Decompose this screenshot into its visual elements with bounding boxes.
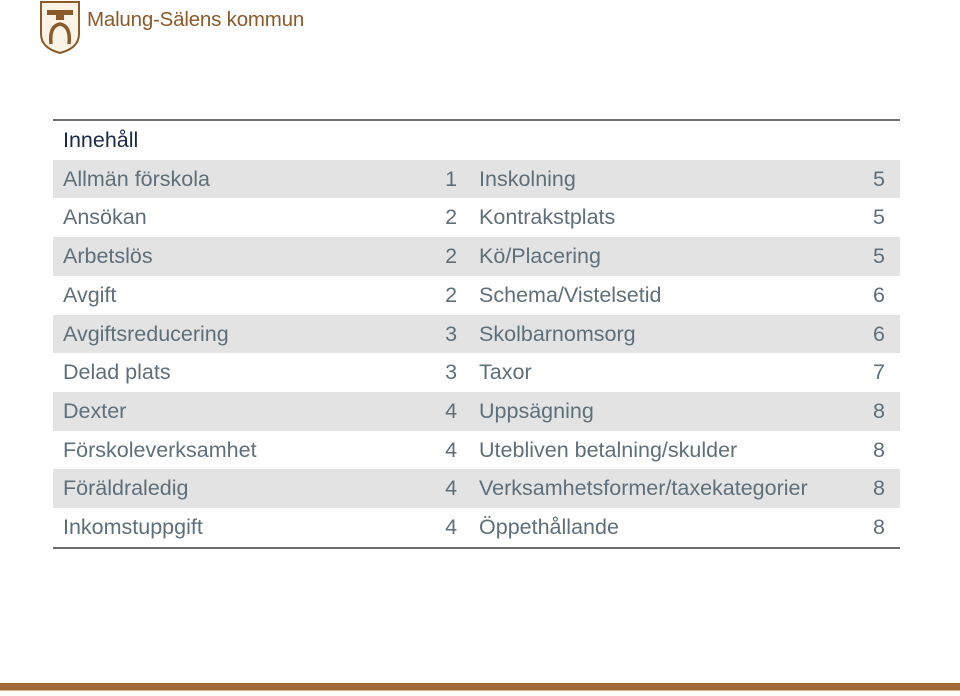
toc-entry-page: 5	[873, 237, 900, 276]
toc-row	[53, 431, 900, 470]
toc-row	[53, 198, 900, 237]
toc-entry-label: Föräldraledig	[53, 469, 416, 508]
toc-title: Innehåll	[53, 120, 900, 160]
toc-entry-page: 8	[873, 392, 900, 431]
toc-header-row	[53, 120, 900, 160]
toc-row	[53, 237, 900, 276]
toc-entry-page: 8	[873, 437, 885, 462]
municipality-name: Malung-Sälens kommun	[87, 8, 305, 31]
municipality-logo	[38, 0, 305, 56]
toc-entry-label: Allmän förskola	[53, 160, 416, 199]
toc-entry-label: Schema/Vistelsetid	[479, 282, 662, 307]
toc-row	[53, 276, 900, 315]
toc-entry-page: 6	[873, 282, 885, 307]
toc-entry-label: Dexter	[53, 392, 416, 431]
toc-entry-page: 4	[416, 469, 472, 508]
toc-entry-label: Skolbarnomsorg	[471, 315, 873, 354]
toc-entry-label: Taxor	[479, 360, 532, 385]
toc-entry-label: Arbetslös	[53, 237, 416, 276]
toc-entry-page: 2	[416, 237, 472, 276]
toc-entry-page: 2	[445, 282, 458, 307]
toc-entry-page: 6	[873, 315, 900, 354]
toc-entry-page: 3	[416, 315, 472, 354]
toc-entry-page: 5	[873, 205, 885, 230]
table-of-contents	[53, 119, 900, 549]
toc-entry-page: 4	[416, 392, 472, 431]
toc-row	[53, 392, 900, 431]
toc-entry-page: 2	[445, 205, 458, 230]
toc-entry-label: Inskolning	[471, 160, 873, 199]
toc-row	[53, 315, 900, 354]
footer-band	[0, 683, 960, 690]
toc-entry-label: Kö/Placering	[471, 237, 873, 276]
toc-row	[53, 353, 900, 392]
coat-of-arms-icon	[38, 0, 82, 54]
toc-entry-page: 1	[416, 160, 472, 199]
toc-entry-label: Ansökan	[63, 205, 147, 230]
toc-entry-page: 5	[873, 160, 900, 199]
toc-entry-page: 8	[873, 508, 900, 548]
toc-entry-label: Avgiftsreducering	[53, 315, 416, 354]
toc-entry-page: 4	[416, 508, 472, 548]
toc-entry-page: 4	[445, 437, 458, 462]
toc-entry-label: Öppethållande	[471, 508, 873, 548]
toc-entry-label: Avgift	[63, 282, 117, 307]
toc-entry-page: 8	[873, 469, 900, 508]
toc-row	[53, 469, 900, 508]
toc-entry-label: Uppsägning	[471, 392, 873, 431]
toc-row	[53, 160, 900, 199]
toc-entry-label: Förskoleverksamhet	[63, 437, 257, 462]
toc-entry-page: 3	[445, 360, 458, 385]
toc-entry-label: Kontrakstplats	[479, 205, 616, 230]
toc-row	[53, 508, 900, 548]
toc-entry-label: Verksamhetsformer/taxekategorier	[471, 469, 873, 508]
footer-line	[0, 690, 960, 691]
toc-entry-label: Inkomstuppgift	[53, 508, 416, 548]
toc-entry-page: 7	[873, 360, 885, 385]
toc-entry-label: Utebliven betalning/skulder	[479, 437, 738, 462]
toc-entry-label: Delad plats	[63, 360, 171, 385]
